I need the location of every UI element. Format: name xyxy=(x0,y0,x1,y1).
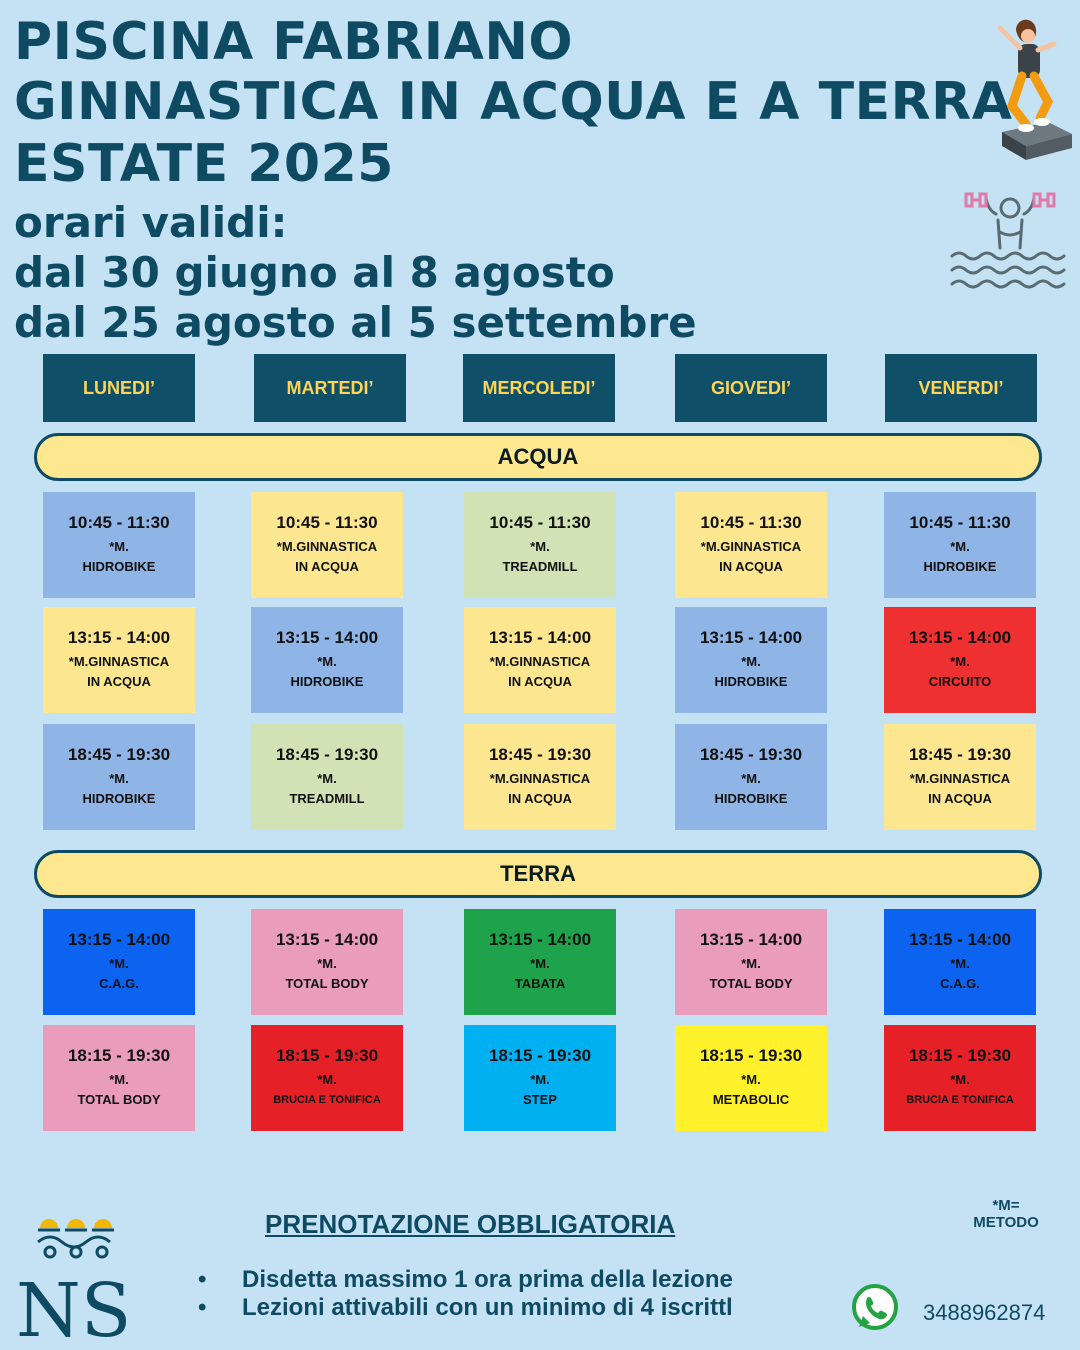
water-class-card xyxy=(464,492,616,598)
class-activity: TREADMILL xyxy=(502,559,578,574)
water-class-card xyxy=(464,607,616,713)
class-method: *M. xyxy=(317,1072,337,1087)
land-class-card xyxy=(251,1025,403,1131)
land-class-card xyxy=(43,909,195,1015)
class-time: 18:15 - 19:30 xyxy=(699,1046,803,1065)
class-time: 18:45 - 19:30 xyxy=(699,745,803,764)
class-method: *M. xyxy=(741,771,761,786)
class-method: *M. xyxy=(317,771,337,786)
validity-label: orari validi: xyxy=(14,198,288,247)
class-time: 18:15 - 19:30 xyxy=(908,1046,1012,1065)
bullet-cancellation-text: Disdetta massimo 1 ora prima della lezione xyxy=(242,1266,733,1293)
land-class-card xyxy=(675,909,827,1015)
land-class-card xyxy=(884,909,1036,1015)
class-activity: HIDROBIKE xyxy=(82,791,156,806)
class-activity: IN ACQUA xyxy=(719,559,783,574)
swimmer-dumbbells-icon xyxy=(948,186,1072,290)
title-season: ESTATE 2025 xyxy=(14,134,394,194)
class-method: *M. xyxy=(741,1072,761,1087)
class-time: 18:45 - 19:30 xyxy=(908,745,1012,764)
day-header-thursday: GIOVEDI’ xyxy=(675,354,827,422)
svg-text:NS: NS xyxy=(16,1268,132,1342)
class-method: *M. xyxy=(317,654,337,669)
class-time: 13:15 - 14:00 xyxy=(275,930,379,949)
class-method: *M.GINNASTICA xyxy=(489,771,591,786)
class-time: 10:45 - 11:30 xyxy=(700,513,802,532)
class-method: *M. xyxy=(741,654,761,669)
class-method: *M. xyxy=(109,771,129,786)
class-time: 10:45 - 11:30 xyxy=(276,513,378,532)
class-time: 13:15 - 14:00 xyxy=(699,628,803,647)
class-activity: HIDROBIKE xyxy=(714,791,788,806)
class-activity: TABATA xyxy=(514,976,566,991)
whatsapp-icon[interactable] xyxy=(850,1283,900,1333)
class-activity: HIDROBIKE xyxy=(714,674,788,689)
water-class-card xyxy=(675,724,827,830)
land-class-card xyxy=(464,1025,616,1131)
class-activity: IN ACQUA xyxy=(928,791,992,806)
validity-period-1: dal 30 giugno al 8 agosto xyxy=(14,248,615,297)
class-activity: IN ACQUA xyxy=(295,559,359,574)
class-method: *M. xyxy=(530,956,550,971)
section-band-water: ACQUA xyxy=(34,433,1042,481)
water-class-card xyxy=(884,607,1036,713)
class-activity: TOTAL BODY xyxy=(709,976,793,991)
class-activity: CIRCUITO xyxy=(928,674,992,689)
class-time: 18:45 - 19:30 xyxy=(275,745,379,764)
booking-required-title: PRENOTAZIONE OBBLIGATORIA xyxy=(265,1209,676,1239)
title-program: GINNASTICA IN ACQUA E A TERRA xyxy=(14,72,1013,132)
day-header-tuesday: MARTEDI’ xyxy=(254,354,406,422)
class-activity: STEP xyxy=(523,1092,557,1107)
bullet-minimum-members: • Lezioni attivabili con un minimo di 4 iscrittl xyxy=(198,1294,733,1321)
class-activity: C.A.G. xyxy=(99,976,139,991)
validity-period-2: dal 25 agosto al 5 settembre xyxy=(14,298,697,347)
day-header-wednesday: MERCOLEDI’ xyxy=(463,354,615,422)
class-time: 13:15 - 14:00 xyxy=(488,930,592,949)
class-time: 13:15 - 14:00 xyxy=(908,628,1012,647)
class-method: *M. xyxy=(741,956,761,971)
class-time: 18:15 - 19:30 xyxy=(275,1046,379,1065)
class-time: 13:15 - 14:00 xyxy=(67,930,171,949)
land-class-card xyxy=(675,1025,827,1131)
bullet-minimum-members-text: Lezioni attivabili con un minimo di 4 iscrittl xyxy=(242,1294,733,1321)
class-activity: IN ACQUA xyxy=(508,791,572,806)
class-time: 13:15 - 14:00 xyxy=(67,628,171,647)
class-time: 10:45 - 11:30 xyxy=(909,513,1011,532)
class-method: *M.GINNASTICA xyxy=(909,771,1011,786)
water-class-card xyxy=(675,492,827,598)
class-method: *M.GINNASTICA xyxy=(276,539,378,554)
water-class-card xyxy=(251,724,403,830)
class-activity: C.A.G. xyxy=(940,976,980,991)
class-time: 13:15 - 14:00 xyxy=(488,628,592,647)
bullet-cancellation: • Disdetta massimo 1 ora prima della lezione xyxy=(198,1266,733,1293)
water-class-card xyxy=(43,607,195,713)
class-activity: BRUCIA E TONIFICA xyxy=(906,1094,1014,1106)
class-method: *M. xyxy=(530,539,550,554)
class-method: *M. xyxy=(109,956,129,971)
water-class-card xyxy=(464,724,616,830)
class-activity: HIDROBIKE xyxy=(290,674,364,689)
water-class-card xyxy=(884,492,1036,598)
class-method: *M. xyxy=(109,1072,129,1087)
legend-method xyxy=(960,1197,1052,1231)
land-class-card xyxy=(43,1025,195,1131)
class-time: 13:15 - 14:00 xyxy=(908,930,1012,949)
class-method: *M. xyxy=(950,654,970,669)
land-class-card xyxy=(464,909,616,1015)
class-activity: IN ACQUA xyxy=(508,674,572,689)
section-band-land: TERRA xyxy=(34,850,1042,898)
class-time: 13:15 - 14:00 xyxy=(275,628,379,647)
water-class-card xyxy=(675,607,827,713)
day-header-monday: LUNEDI’ xyxy=(43,354,195,422)
class-activity: TOTAL BODY xyxy=(285,976,369,991)
land-class-card xyxy=(251,909,403,1015)
class-activity: IN ACQUA xyxy=(87,674,151,689)
class-method: *M. xyxy=(109,539,129,554)
water-class-card xyxy=(251,492,403,598)
class-activity: HIDROBIKE xyxy=(82,559,156,574)
day-header-friday: VENERDI’ xyxy=(885,354,1037,422)
land-class-card xyxy=(884,1025,1036,1131)
legend-meaning: METODO xyxy=(973,1214,1039,1231)
class-activity: TREADMILL xyxy=(289,791,365,806)
class-time: 18:15 - 19:30 xyxy=(67,1046,171,1065)
ns-logo xyxy=(12,1212,142,1342)
class-method: *M.GINNASTICA xyxy=(700,539,802,554)
class-method: *M. xyxy=(950,1072,970,1087)
class-method: *M. xyxy=(317,956,337,971)
class-method: *M. xyxy=(950,956,970,971)
class-time: 18:45 - 19:30 xyxy=(488,745,592,764)
phone-number[interactable]: 3488962874 xyxy=(923,1300,1046,1325)
class-time: 10:45 - 11:30 xyxy=(68,513,170,532)
class-activity: HIDROBIKE xyxy=(923,559,997,574)
class-time: 10:45 - 11:30 xyxy=(489,513,591,532)
class-method: *M.GINNASTICA xyxy=(489,654,591,669)
class-method: *M. xyxy=(950,539,970,554)
water-class-card xyxy=(43,492,195,598)
title-pool: PISCINA FABRIANO xyxy=(14,12,574,72)
water-class-card xyxy=(251,607,403,713)
class-method: *M. xyxy=(530,1072,550,1087)
class-activity: TOTAL BODY xyxy=(77,1092,161,1107)
legend-symbol: *M= xyxy=(992,1197,1020,1214)
class-activity: METABOLIC xyxy=(712,1092,790,1107)
water-class-card xyxy=(43,724,195,830)
class-method: *M.GINNASTICA xyxy=(68,654,170,669)
class-activity: BRUCIA E TONIFICA xyxy=(273,1094,381,1106)
water-class-card xyxy=(884,724,1036,830)
class-time: 18:15 - 19:30 xyxy=(488,1046,592,1065)
class-time: 18:45 - 19:30 xyxy=(67,745,171,764)
step-aerobics-woman-icon xyxy=(988,14,1074,170)
class-time: 13:15 - 14:00 xyxy=(699,930,803,949)
